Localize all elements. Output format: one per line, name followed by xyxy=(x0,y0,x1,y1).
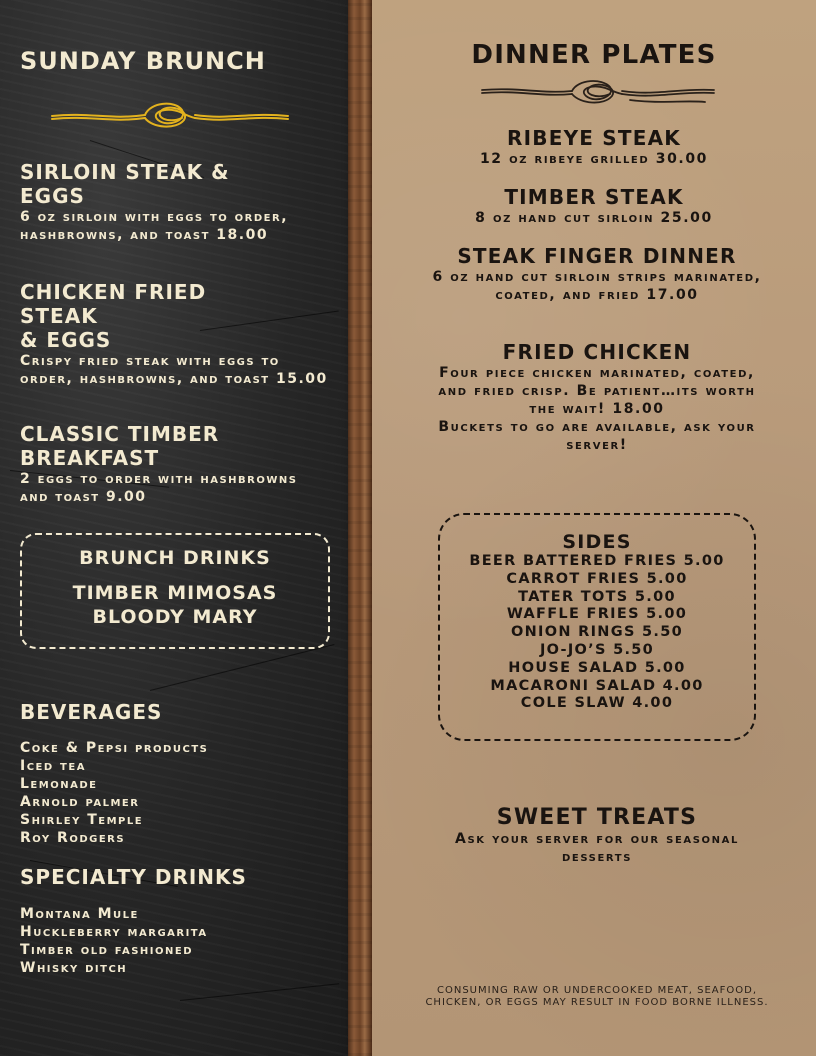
rope-knot-dark-icon xyxy=(480,78,716,106)
sides-box xyxy=(438,513,756,741)
item-name: FRIED CHICKEN xyxy=(502,340,692,364)
dinner-item xyxy=(372,126,816,168)
list-item: Roy Rodgers xyxy=(20,830,126,846)
specialty-title: SPECIALTY DRINKS xyxy=(20,865,247,889)
dinner-item xyxy=(372,185,816,227)
dinner-item xyxy=(430,340,764,454)
item-name: CHICKEN FRIED STEAK & EGGS xyxy=(20,280,207,352)
list-item: Coke & Pepsi products xyxy=(20,740,209,756)
brunch-panel xyxy=(0,0,348,1056)
item-name: RIBEYE STEAK xyxy=(507,126,681,150)
food-safety-disclaimer: CONSUMING RAW OR UNDERCOOKED MEAT, SEAFOOD, CHICKEN, OR EGGS MAY RESULT IN FOOD BORNE ILLNESS. xyxy=(425,985,769,1008)
brunch-title: SUNDAY BRUNCH xyxy=(20,47,266,75)
rope-knot-gold-icon xyxy=(50,100,290,130)
side-item: ONION RINGS 5.50 xyxy=(510,624,684,641)
list-item: Shirley Temple xyxy=(20,812,144,828)
list-item: Lemonade xyxy=(20,776,98,792)
specialty-list xyxy=(20,905,208,977)
side-item: TATER TOTS 5.00 xyxy=(518,588,676,605)
sweet-title: SWEET TREATS xyxy=(496,805,698,830)
list-item: Huckleberry margarita xyxy=(20,924,208,940)
item-desc: 2 eggs to order with hashbrowns and toast 9.00 xyxy=(20,471,298,505)
list-item: Iced tea xyxy=(20,758,86,774)
dinner-item xyxy=(432,244,762,304)
list-item: Montana Mule xyxy=(20,906,139,922)
brunch-item xyxy=(20,280,330,388)
brunch-drinks-title: BRUNCH DRINKS xyxy=(79,547,271,569)
list-item: Whisky ditch xyxy=(20,960,128,976)
side-item: MACARONI SALAD 4.00 xyxy=(490,677,704,694)
item-desc: 8 oz hand cut sirloin 25.00 xyxy=(475,210,713,226)
list-item: Timber old fashioned xyxy=(20,942,194,958)
brunch-drink: TIMBER MIMOSAS xyxy=(72,582,278,604)
beverages-title: BEVERAGES xyxy=(20,700,163,724)
side-item: COLE SLAW 4.00 xyxy=(520,695,674,712)
item-name: CLASSIC TIMBER BREAKFAST xyxy=(20,422,220,470)
brunch-item xyxy=(20,422,330,506)
side-item: CARROT FRIES 5.00 xyxy=(506,570,688,587)
item-desc: 6 oz sirloin with eggs to order, hashbrowns, and toast 18.00 xyxy=(20,209,289,243)
item-name: TIMBER STEAK xyxy=(504,185,684,209)
item-desc: 12 oz ribeye grilled 30.00 xyxy=(479,151,709,167)
side-item: WAFFLE FRIES 5.00 xyxy=(506,606,688,623)
dinner-title: DINNER PLATES xyxy=(471,40,717,70)
item-name: STEAK FINGER DINNER xyxy=(457,244,737,268)
item-name: SIRLOIN STEAK & EGGS xyxy=(20,160,230,208)
sides-title: SIDES xyxy=(562,531,632,553)
item-note: Buckets to go are available, ask your server! xyxy=(438,419,756,453)
side-item: BEER BATTERED FRIES 5.00 xyxy=(469,553,725,569)
dinner-panel xyxy=(372,0,816,1056)
item-desc: Crispy fried steak with eggs to order, hashbrowns, and toast 15.00 xyxy=(20,353,328,387)
side-item: JO-JO’S 5.50 xyxy=(539,641,655,658)
brunch-item xyxy=(20,160,330,244)
sweet-treats xyxy=(452,806,742,866)
sweet-desc: Ask your server for our seasonal desserts xyxy=(455,831,739,865)
side-item: HOUSE SALAD 5.00 xyxy=(508,659,686,676)
item-desc: 6 oz hand cut sirloin strips marinated, coated, and fried 17.00 xyxy=(432,269,762,303)
beverages-list xyxy=(20,739,208,847)
wood-divider xyxy=(348,0,372,1056)
brunch-drinks-box xyxy=(20,533,330,649)
item-desc: Four piece chicken marinated, coated, and fried crisp. Be patient…its worth the wait! 18.00 xyxy=(438,365,756,417)
brunch-drink: BLOODY MARY xyxy=(92,606,258,628)
list-item: Arnold palmer xyxy=(20,794,140,810)
